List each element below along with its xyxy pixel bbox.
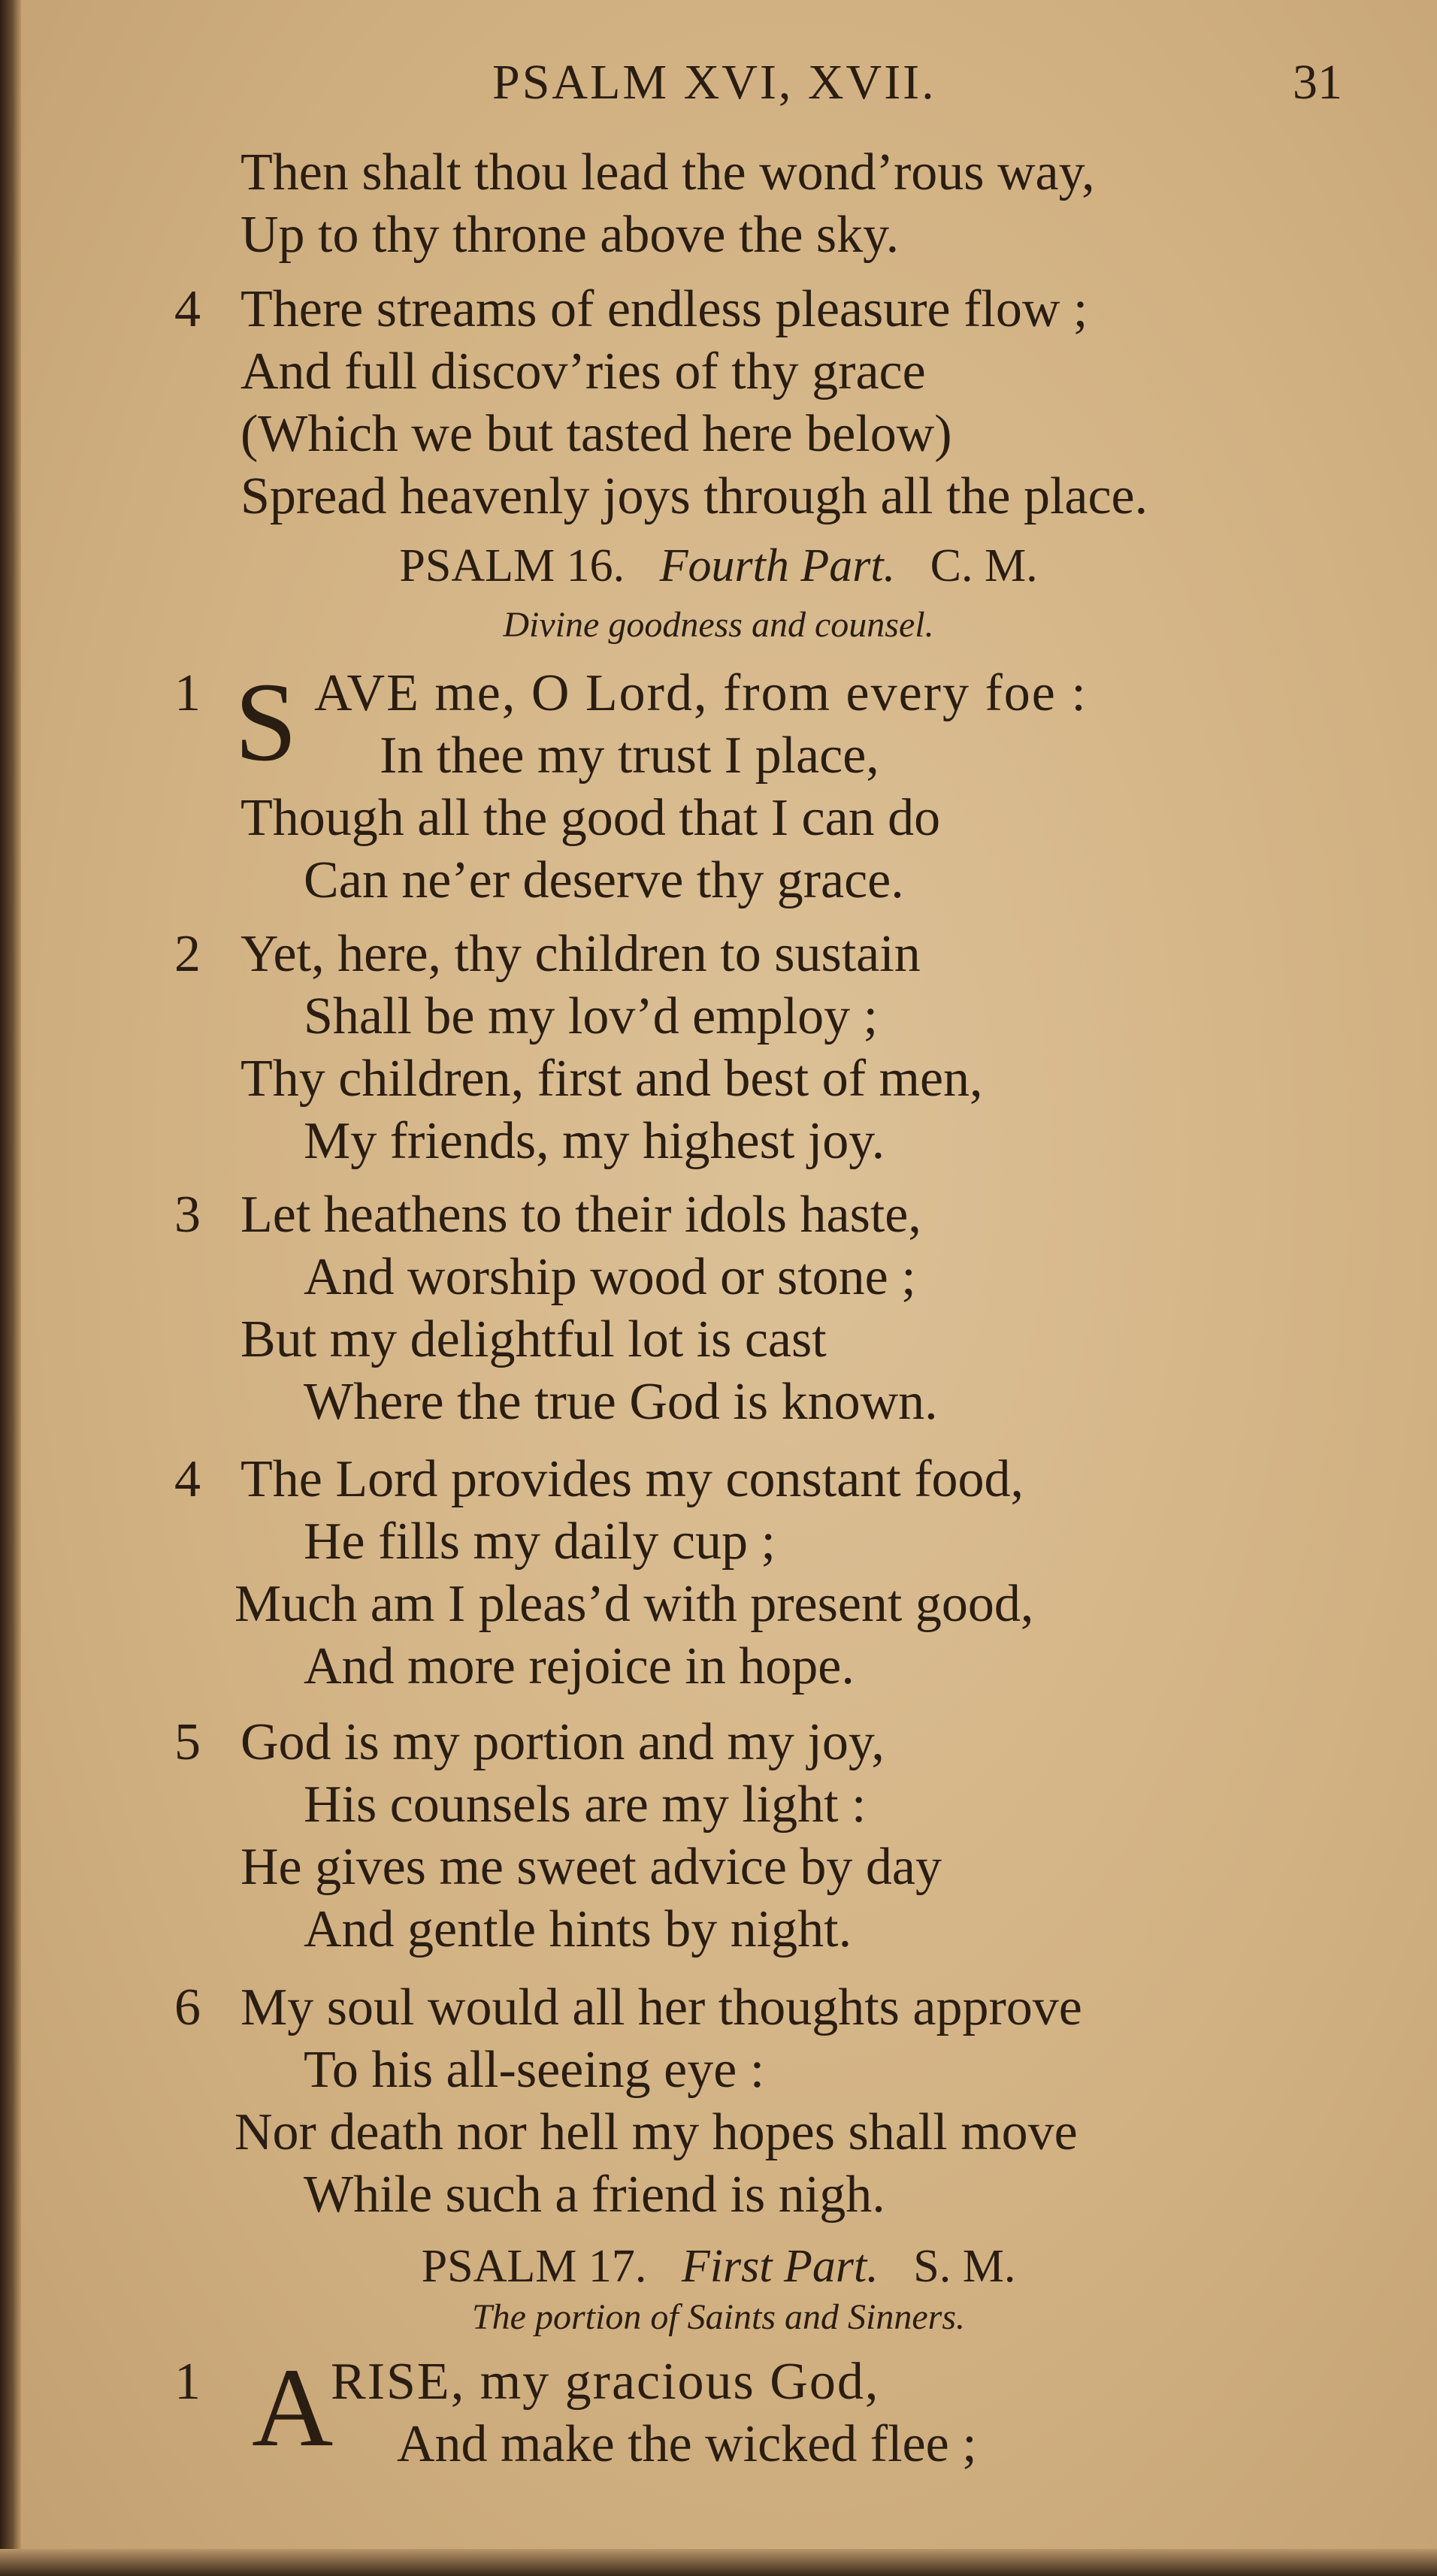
verse-line: And worship wood or stone ; [304, 1248, 916, 1306]
verse-line: 4 The Lord provides my constant food, [0, 1446, 1437, 1513]
verse-line: His counsels are my light : [304, 1776, 867, 1834]
verse-line: But my delightful lot is cast [241, 1311, 827, 1368]
verse-line: Up to thy throne above the sky. [241, 206, 900, 264]
verse-line: 1 A RISE, my gracious God, [174, 2345, 880, 2470]
verse-number: 4 [174, 1450, 201, 1508]
verse-number: 1 [174, 2353, 201, 2411]
verse-number: 4 [174, 280, 201, 338]
drop-cap: S [234, 660, 298, 785]
psalm-16-heading: PSALM 16. Fourth Part. C. M. [399, 540, 1038, 591]
verse-line: He fills my daily cup ; [304, 1513, 776, 1571]
running-header [0, 49, 1437, 116]
verse-line: Where the true God is known. [304, 1373, 938, 1431]
verse-line: Can ne’er deserve thy grace. [304, 851, 904, 909]
verse-line: And make the wicked flee ; [397, 2415, 977, 2473]
verse-line: Then shalt thou lead the wond’rous way, [241, 144, 1095, 201]
verse-line: Thy children, first and best of men, [241, 1050, 983, 1108]
verse-line: Nor death nor hell my hopes shall move [234, 2103, 1078, 2161]
verse-line: 3 Let heathens to their idols haste, [0, 1181, 1437, 1249]
psalm-16-subtitle: Divine goodness and counsel. [503, 605, 934, 645]
verse-line: Shall be my lov’d employ ; [304, 987, 879, 1045]
verse-line: Spread heavenly joys through all the place. [241, 467, 1148, 525]
verse-line: 5 God is my portion and my joy, [0, 1709, 1437, 1776]
verse-line: Though all the good that I can do [241, 789, 941, 847]
psalm-17-subtitle: The portion of Saints and Sinners. [471, 2297, 966, 2337]
verse-line: To his all-seeing eye : [304, 2041, 765, 2099]
verse-number: 3 [174, 1186, 201, 1244]
verse-line: And gentle hints by night. [304, 1900, 852, 1958]
verse-line: And more rejoice in hope. [304, 1637, 855, 1695]
verse-number: 1 [174, 664, 201, 722]
verse-number: 5 [174, 1713, 201, 1771]
page-bottom-edge [0, 2549, 1437, 2576]
drop-cap: A [252, 2345, 334, 2470]
verse-line: 6 My soul would all her thoughts approve [0, 1974, 1437, 2042]
verse-line: 1 S AVE me, O Lord, from every foe : [174, 660, 1088, 785]
verse-line: Much am I pleas’d with present good, [234, 1575, 1034, 1633]
verse-number: 2 [174, 925, 201, 983]
verse-line: While such a friend is nigh. [304, 2166, 885, 2224]
psalm-17-heading: PSALM 17. First Part. S. M. [421, 2241, 1016, 2292]
verse-line: 4 There streams of endless pleasure flow ; [0, 276, 1437, 343]
verse-line: (Which we but tasted here below) [241, 405, 952, 463]
verse-line: In thee my trust I place, [380, 727, 879, 785]
header-title: PSALM XVI, XVII. [492, 55, 936, 110]
verse-line: And full discov’ries of thy grace [241, 343, 926, 401]
page-number: 31 [1293, 55, 1342, 110]
verse-line: He gives me sweet advice by day [241, 1838, 942, 1896]
verse-line: My friends, my highest joy. [304, 1112, 885, 1170]
verse-number: 6 [174, 1979, 201, 2036]
verse-line: 2 Yet, here, thy children to sustain [0, 921, 1437, 988]
